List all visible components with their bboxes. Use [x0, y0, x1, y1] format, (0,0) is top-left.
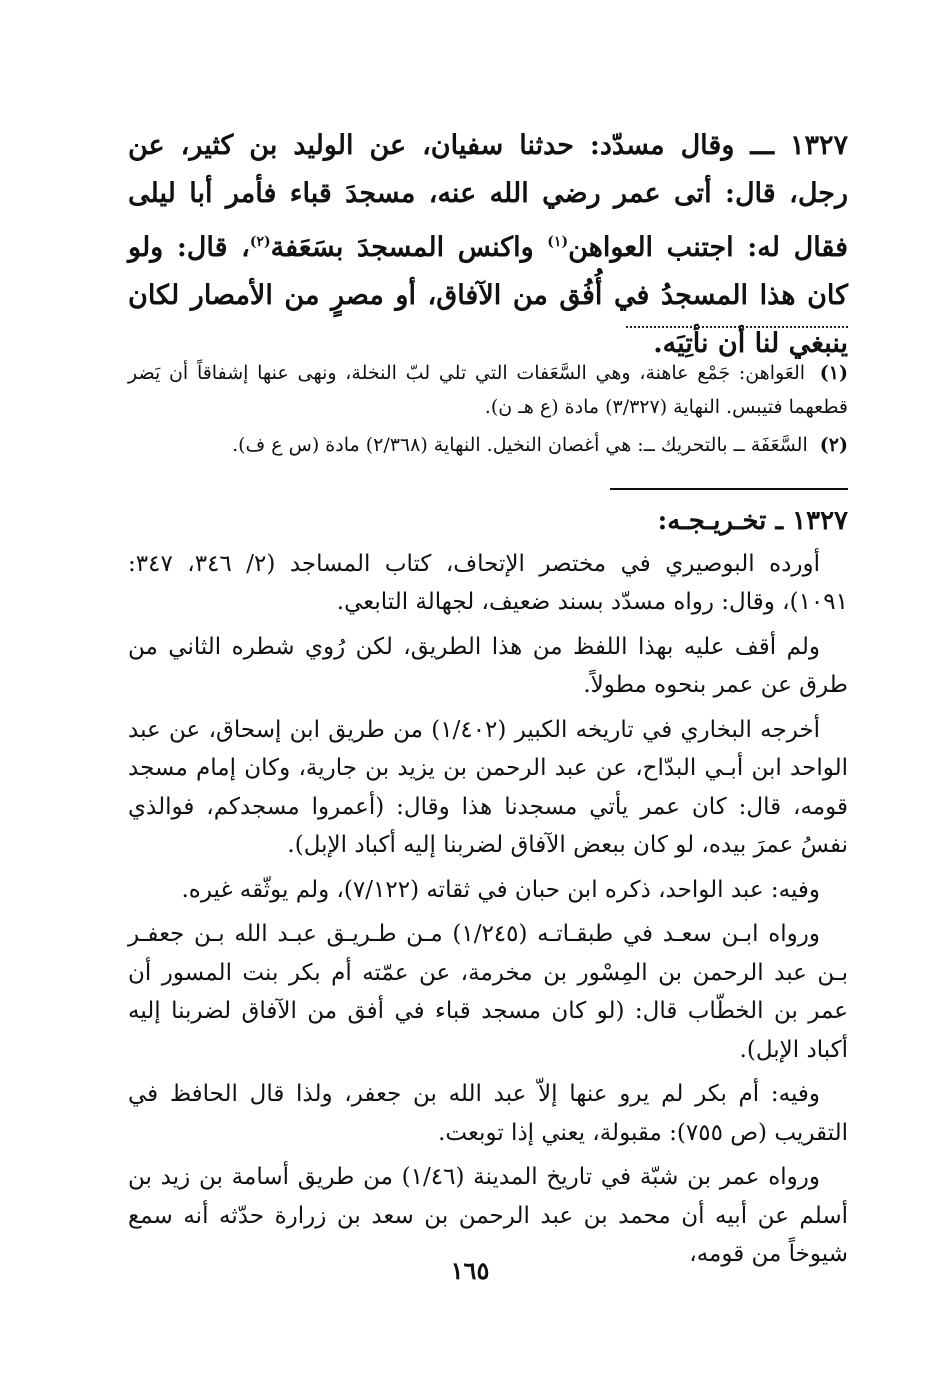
footnote-number: (١) — [819, 362, 848, 384]
footnote-2 — [128, 428, 848, 462]
footnote-separator — [626, 326, 848, 328]
footnote-ref-2[interactable]: (٢) — [249, 234, 271, 250]
footnote-1 — [128, 356, 848, 424]
footnote-ref-1[interactable]: (١) — [547, 234, 569, 250]
footnote-text: العَواهن: جَمْع عاهنة، وهي السَّعَفات التي تلي لبّ النخلة، ونهى عنها إشفاقاً أن يَضر قطعهما فتيبس. النهاية (٣/٣٢٧) مادة (ع هـ ن). — [128, 362, 848, 418]
footnote-text: السَّعَفَة ــ بالتحريك ــ: هي أغصان النخيل. النهاية (٢/٣٦٨) مادة (س ع ف). — [232, 434, 808, 456]
takhrij-paragraph: ورواه عمر بن شبّة في تاريخ المدينة (١/٤٦) من طريق أسامة بن زيد بن أسلم عن أبيه أن محمد بن عبد الرحمن بن سعد بن زرارة حدّثه أنه سمع شيوخاً من قومه، — [128, 1164, 848, 1267]
takhrij-paragraph: وفيه: عبد الواحد، ذكره ابن حبان في ثقاته (٧/١٢٢)، ولم يوثّقه غيره. — [181, 876, 820, 903]
takhrij-heading: ١٣٢٧ ـ تخـريـجـه: — [657, 506, 848, 536]
hadith-text-part-2: واكنس المسجدَ بسَعَفة — [270, 232, 548, 263]
takhrij-paragraph: ورواه ابـن سعـد في طبقـاتـه (١/٢٤٥) مـن طـريـق عبـد الله بـن جعفـر بـن عبد الرحمن بن المِسْور بن مخرمة، عن عمّته أم بكر بنت المسور أن عمر بن الخطّاب قال: (لو كان مسجد قباء في أفق من الآفاق لضربنا إليه أكباد الإبل). — [128, 921, 848, 1063]
takhrij-section — [128, 502, 848, 1280]
hadith-text-part-1: ـــ وقال مسدّد: حدثنا سفيان، عن الوليد بن كثير، عن رجل، قال: أتى عمر رضي الله عنه، مسجدَ قباء فأمر أبا ليلى فقال له: اجتنب العواهن — [128, 130, 848, 263]
takhrij-paragraph: وفيه: أم بكر لم يرو عنها إلاّ عبد الله بن جعفر، ولذا قال الحافظ في التقريب (ص ٧٥٥): مقبولة، يعني إذا توبعت. — [128, 1081, 848, 1146]
page-number: ١٦٥ — [450, 1256, 490, 1285]
takhrij-paragraph: ولم أقف عليه بهذا اللفظ من هذا الطريق، لكن رُوي شطره الثاني من طرق عن عمر بنحوه مطولاً. — [128, 633, 848, 698]
section-rule — [610, 488, 848, 490]
hadith-text-part-3: ، قال: ولو كان هذا المسجدُ في أُفُق من الآفاق، أو مصرٍ من الأمصار لكان ينبغي لنا أن نأتِيَه. — [128, 232, 848, 359]
takhrij-paragraph: أخرجه البخاري في تاريخه الكبير (١/٤٠٢) من طريق ابن إسحاق، عن عبد الواحد ابن أبـي البدّاح، عن عبد الرحمن بن يزيد بن جارية، وكان إمام مسجد قومه، قال: كان عمر يأتي مسجدنا هذا وقال: (أعمروا مسجدكم، فوالذي نفسُ عمرَ بيده، لو كان ببعض الآفاق لضربنا إليه أكباد الإبل). — [128, 716, 848, 858]
footnotes — [128, 356, 848, 466]
hadith-text — [128, 122, 848, 368]
takhrij-paragraph: أورده البوصيري في مختصر الإتحاف، كتاب المساجد (٢/ ٣٤٦، ٣٤٧: ١٠٩١)، وقال: رواه مسدّد بسند ضعيف، لجهالة التابعي. — [128, 550, 848, 615]
hadith-number: ١٣٢٧ — [789, 130, 848, 161]
footnote-number: (٢) — [819, 434, 848, 456]
